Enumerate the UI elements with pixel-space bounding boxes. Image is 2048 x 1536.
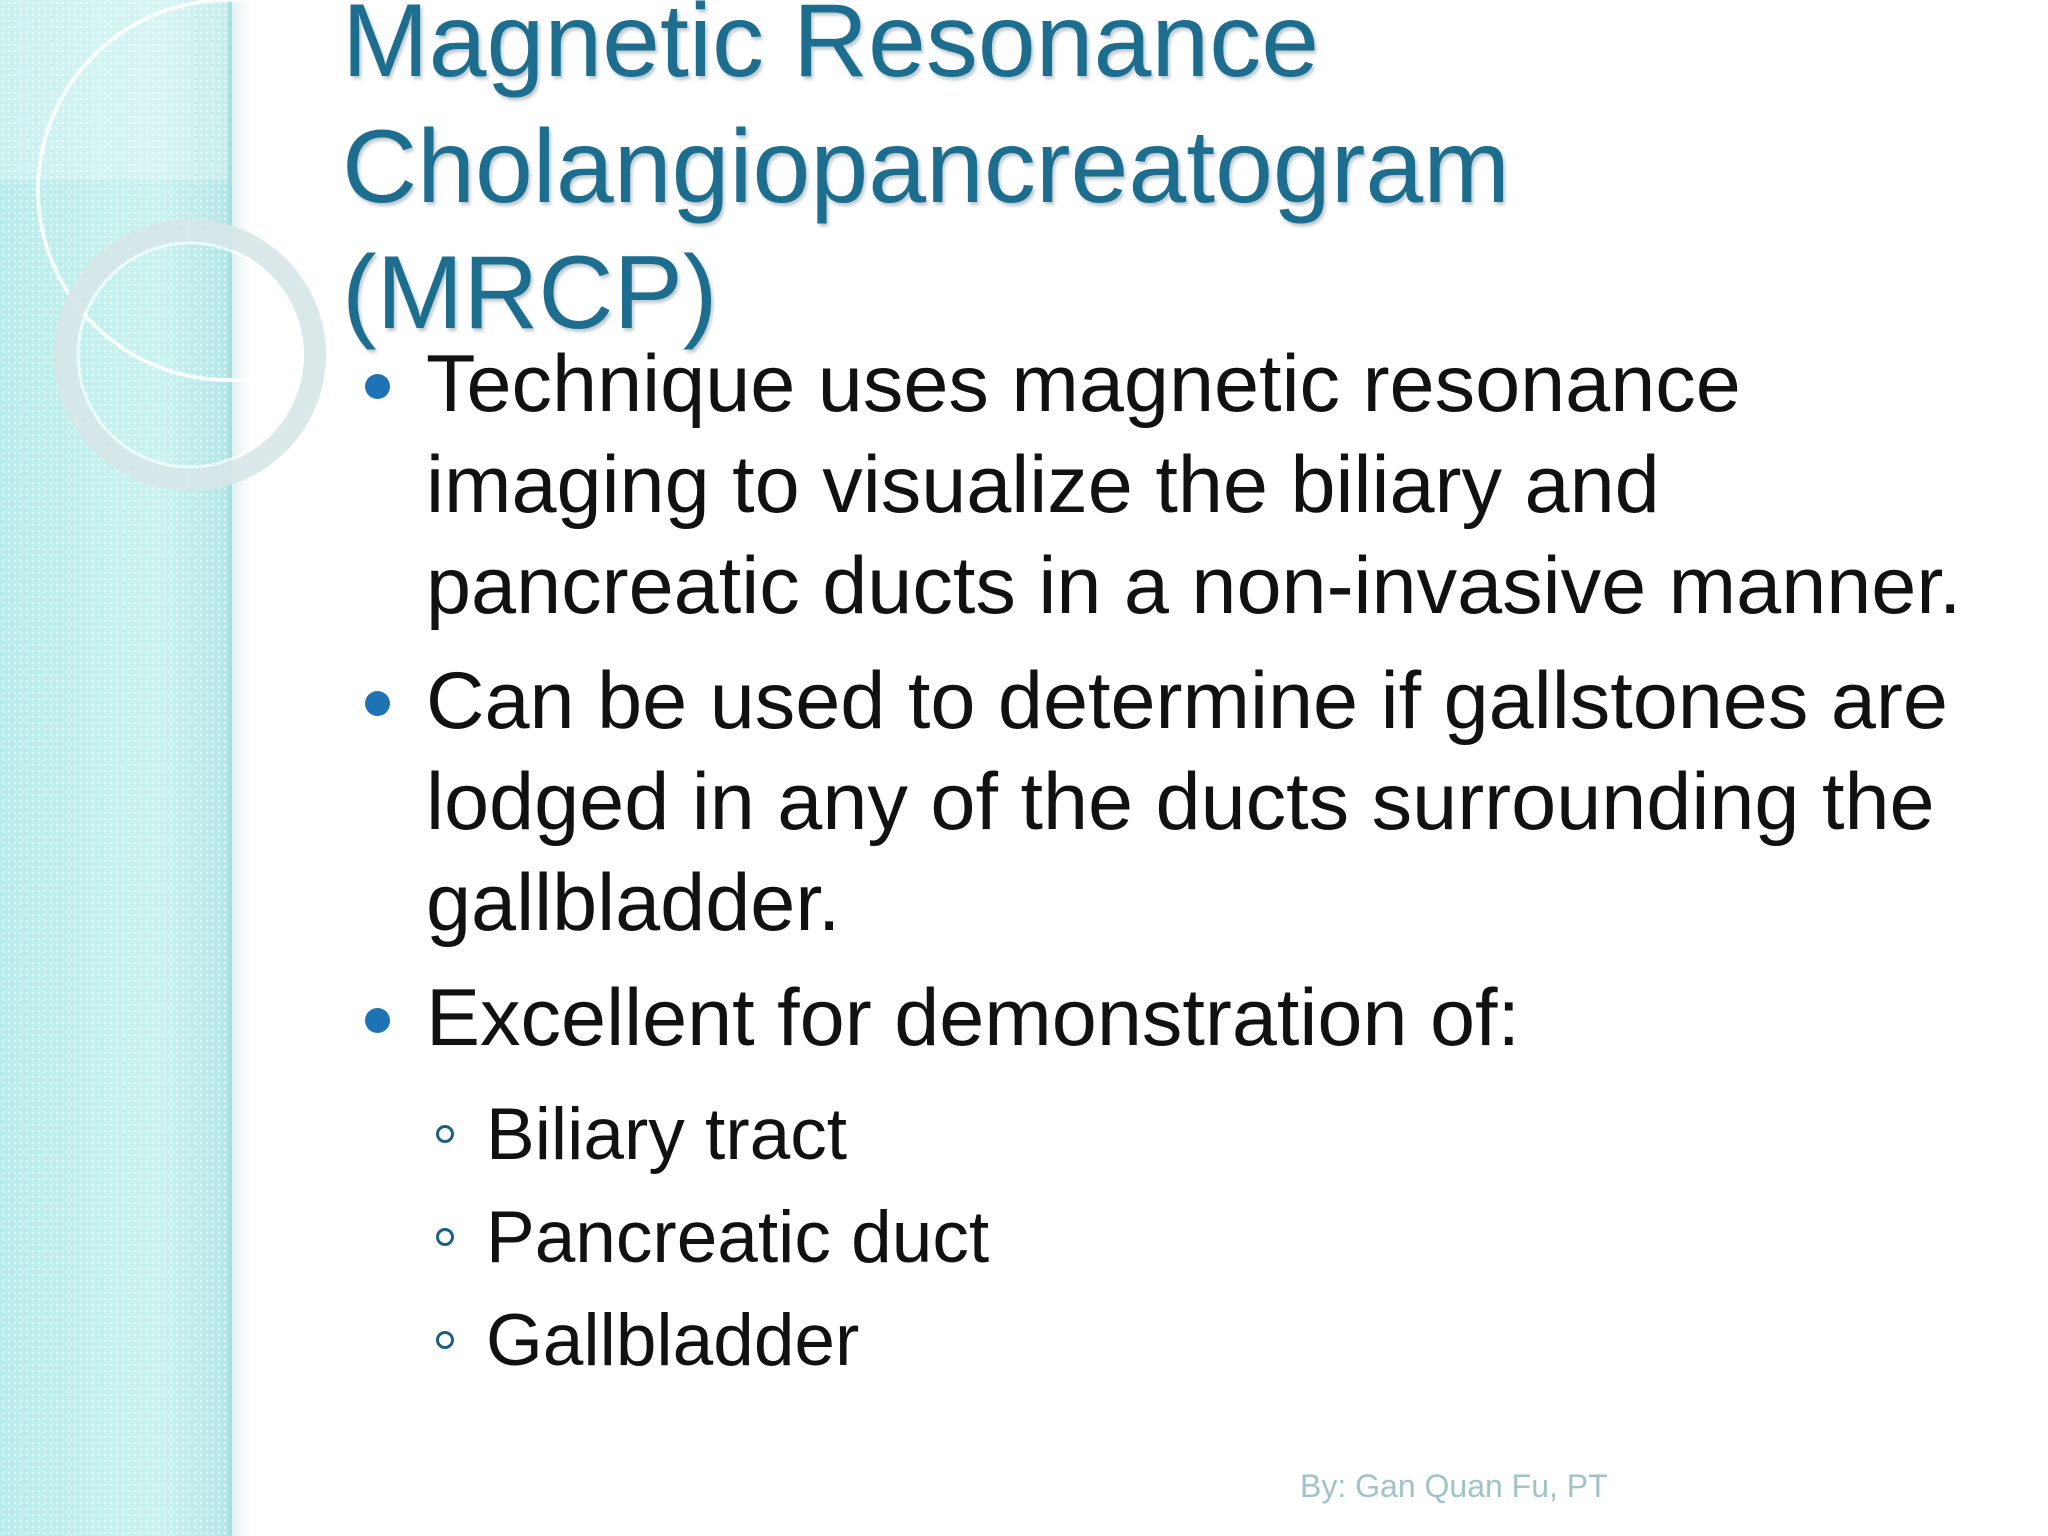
sub-item-text: Pancreatic duct bbox=[486, 1197, 990, 1278]
bullet-dot-icon bbox=[365, 374, 390, 399]
hollow-circle-icon bbox=[436, 1125, 454, 1143]
bullet-text: Can be used to determine if gallstones are lodged in any of the ducts surrounding the gallbladder. bbox=[426, 656, 1948, 948]
bullet-dot-icon bbox=[365, 691, 390, 716]
bullet-text: Excellent for demonstration of: bbox=[426, 973, 1521, 1063]
sub-item-text: Biliary tract bbox=[486, 1094, 848, 1175]
decorative-ring-inner bbox=[78, 243, 302, 467]
author-footer: By: Gan Quan Fu, PT bbox=[1300, 1468, 1608, 1504]
sub-item-biliary-tract bbox=[426, 1083, 1998, 1186]
title-line-3: (MRCP) bbox=[342, 235, 718, 351]
bullet-item-gallstones bbox=[358, 651, 1998, 954]
bullet-dot-icon bbox=[365, 1008, 390, 1033]
sub-item-gallbladder bbox=[426, 1289, 1998, 1392]
bullet-item-technique bbox=[358, 334, 1998, 637]
decorative-ring-medium bbox=[65, 230, 315, 480]
bullet-text: Technique uses magnetic resonance imaging to visualize the biliary and pancreatic ducts in a non-invasive manner. bbox=[426, 339, 1962, 631]
hollow-circle-icon bbox=[436, 1228, 454, 1246]
slide-title bbox=[342, 0, 1962, 356]
sub-item-text: Gallbladder bbox=[486, 1300, 860, 1381]
sub-item-pancreatic-duct bbox=[426, 1186, 1998, 1289]
sub-bullet-list bbox=[426, 1083, 1998, 1392]
title-line-1: Magnetic Resonance bbox=[342, 0, 1320, 99]
bullet-list bbox=[358, 334, 1998, 1392]
bullet-item-demonstration bbox=[358, 968, 1998, 1069]
title-line-2: Cholangiopancreatogram bbox=[342, 109, 1510, 225]
hollow-circle-icon bbox=[436, 1331, 454, 1349]
